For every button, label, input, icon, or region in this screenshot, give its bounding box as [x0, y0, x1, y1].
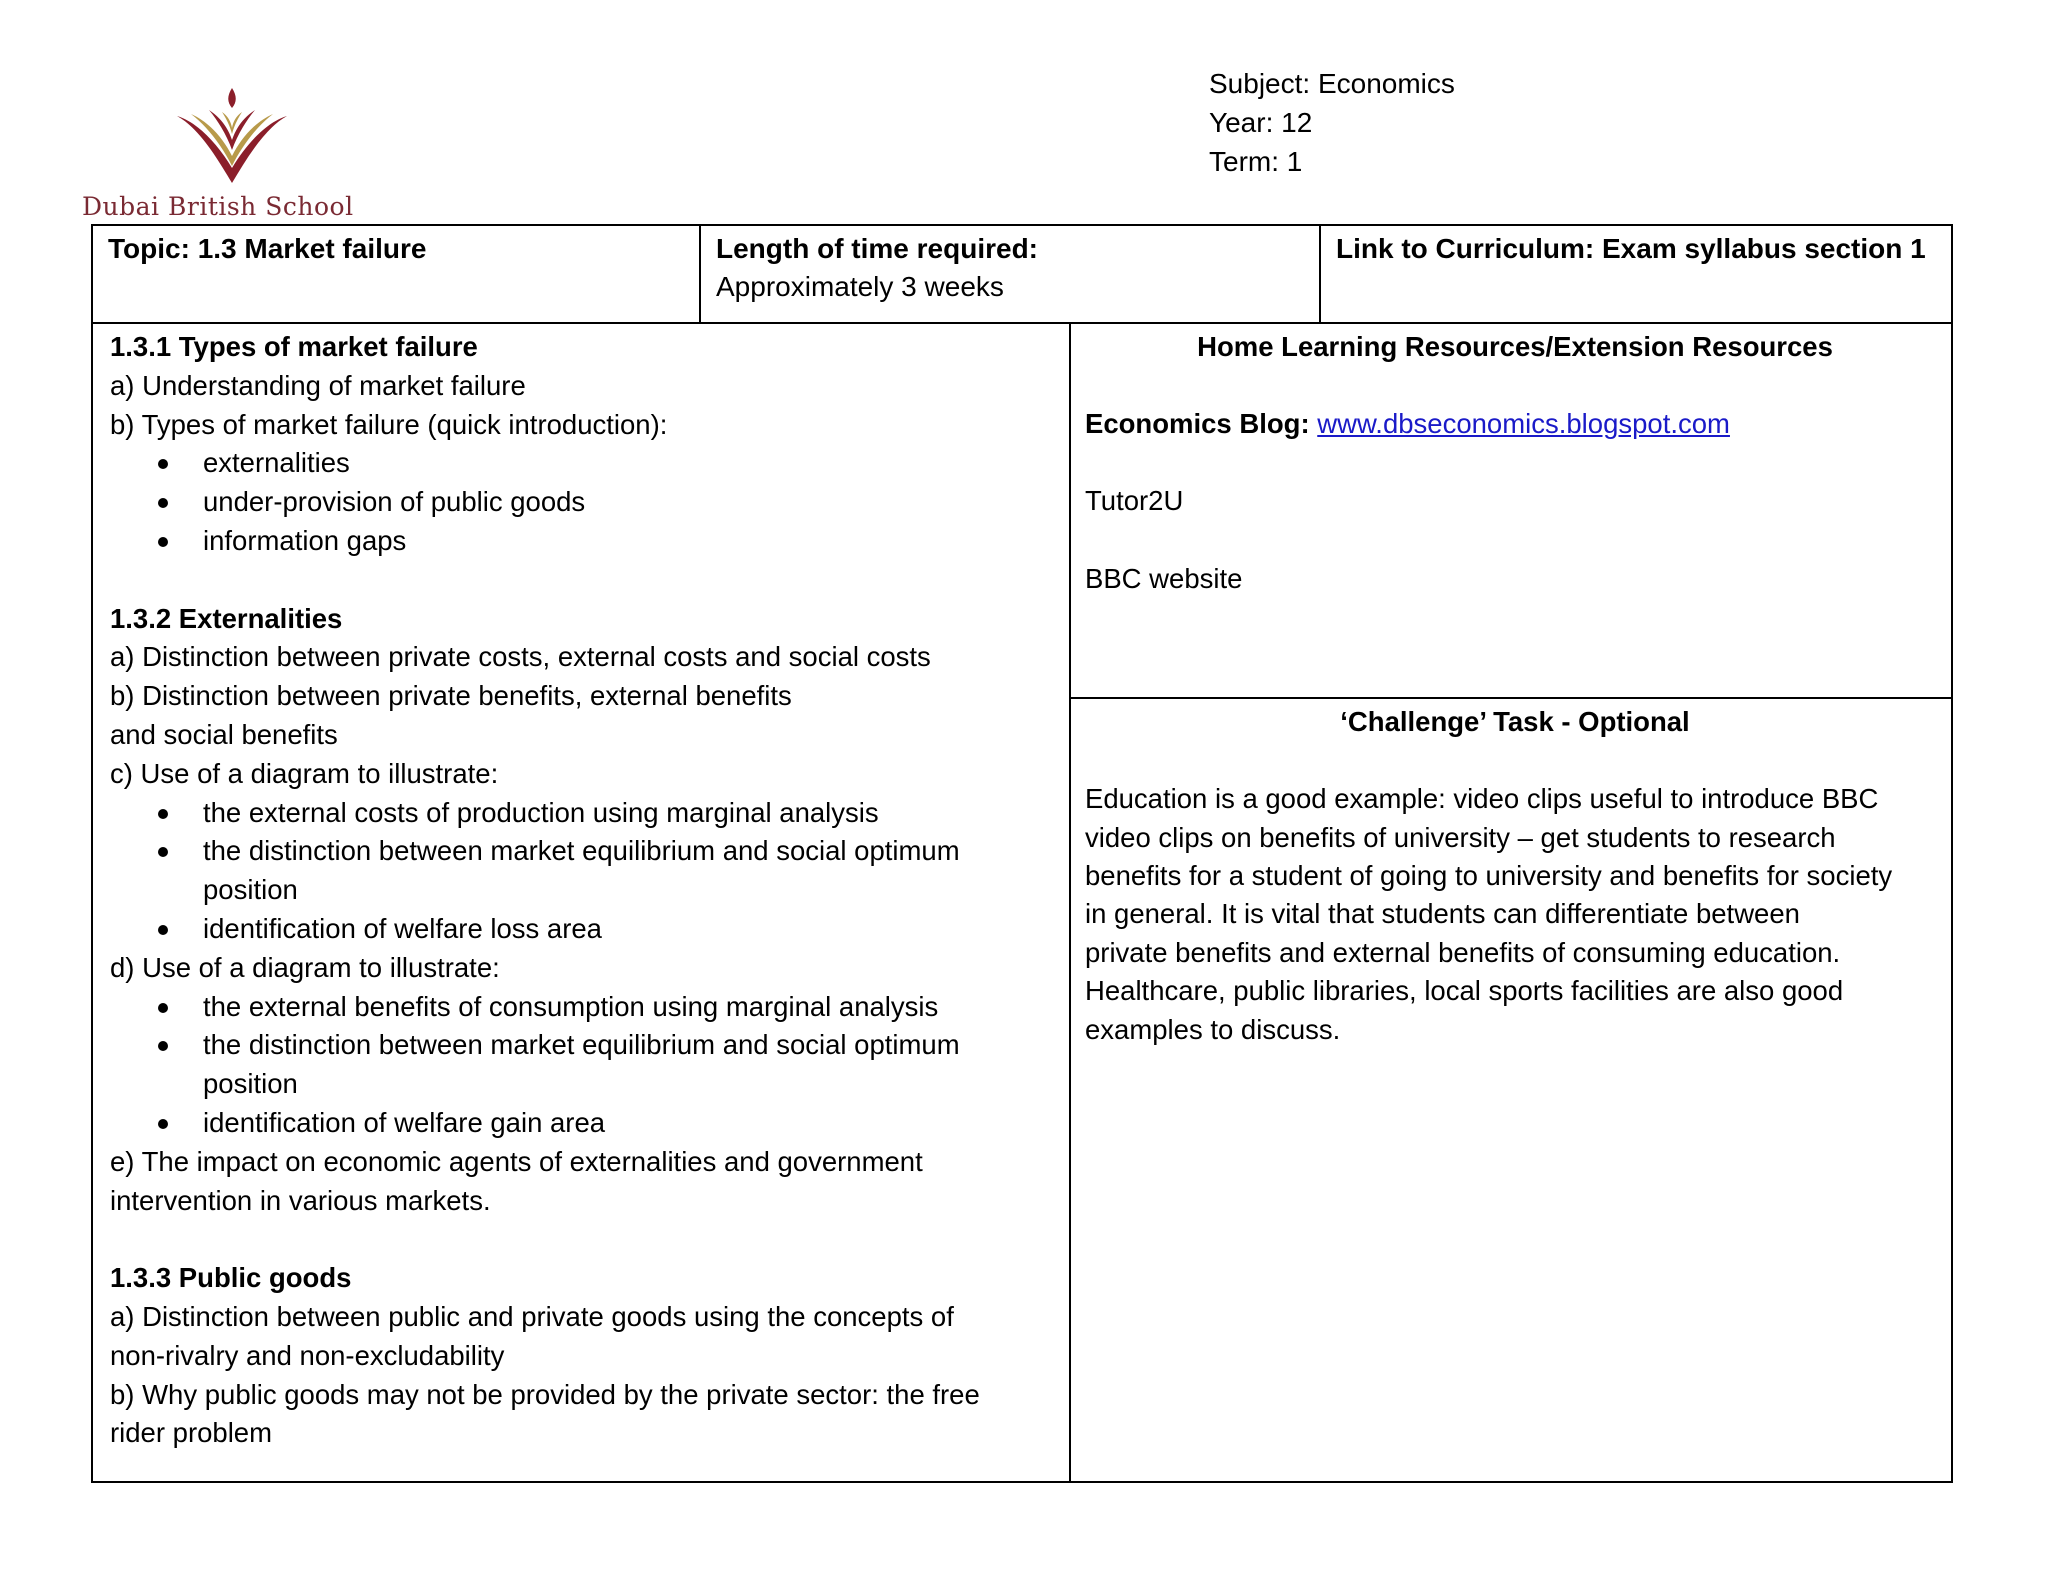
list-item: intervention in various markets. [110, 1184, 491, 1216]
bullet-item: the external benefits of consumption using marginal analysis [110, 988, 1060, 1027]
school-crest-icon [177, 88, 287, 188]
list-item: a) Distinction between public and private goods using the concepts of [110, 1300, 954, 1332]
challenge-line: video clips on benefits of university – get students to research [1085, 821, 1836, 853]
list-item: a) Distinction between private costs, external costs and social costs [110, 641, 931, 673]
bullet-item: the distinction between market equilibrium and social optimum [110, 1026, 1060, 1065]
course-meta [1209, 64, 1455, 181]
bullet-item: identification of welfare loss area [110, 910, 1060, 949]
list-item: non-rivalry and non-excludability [110, 1339, 505, 1371]
bullet-continuation: position [203, 1068, 298, 1100]
list-item: rider problem [110, 1417, 273, 1449]
resources-title: Home Learning Resources/Extension Resources [1197, 331, 1833, 362]
challenge-line: benefits for a student of going to university and benefits for society [1085, 860, 1893, 892]
bullet-item: identification of welfare gain area [110, 1104, 1060, 1143]
section-title: 1.3.1 Types of market failure [110, 331, 478, 362]
length-label: Length of time required: [716, 233, 1038, 264]
tutor2u-resource: Tutor2U [1085, 485, 1184, 517]
challenge-line: private benefits and external benefits of consuming education. [1085, 936, 1841, 968]
bullet-continuation: position [203, 874, 298, 906]
challenge-title: ‘Challenge’ Task - Optional [1340, 706, 1690, 737]
list-item: a) Understanding of market failure [110, 369, 526, 401]
blog-label: Economics Blog: [1085, 408, 1310, 440]
length-value: Approximately 3 weeks [716, 271, 1004, 302]
curriculum-cell [1319, 224, 1953, 324]
challenge-cell [1069, 697, 1953, 1483]
school-name: Dubai British School [82, 192, 354, 221]
section-title: 1.3.2 Externalities [110, 602, 343, 634]
list-item: b) Distinction between private benefits, external benefits [110, 680, 792, 712]
challenge-line: Education is a good example: video clips useful to introduce BBC [1085, 783, 1879, 815]
subject-line: Subject: Economics [1209, 68, 1455, 99]
syllabus-content-cell [91, 322, 1071, 1483]
bbc-resource: BBC website [1085, 562, 1243, 594]
challenge-line: Healthcare, public libraries, local sports facilities are also good [1085, 975, 1844, 1007]
topic-cell [91, 224, 701, 324]
bullet-item: under-provision of public goods [110, 483, 1060, 522]
topic-title: Topic: 1.3 Market failure [108, 233, 427, 264]
list-item: b) Why public goods may not be provided by the private sector: the free [110, 1378, 980, 1410]
school-logo [82, 88, 402, 220]
bullet-item: the distinction between market equilibrium and social optimum [110, 832, 1060, 871]
length-cell [699, 224, 1321, 324]
term-line: Term: 1 [1209, 146, 1303, 177]
resources-cell [1069, 322, 1953, 699]
curriculum-link-label: Link to Curriculum: Exam syllabus section 1 [1336, 233, 1926, 264]
list-item: b) Types of market failure (quick introduction): [110, 408, 668, 440]
challenge-line: examples to discuss. [1085, 1013, 1341, 1045]
bullet-item: externalities [110, 444, 1060, 483]
list-item: e) The impact on economic agents of externalities and government [110, 1145, 923, 1177]
challenge-line: in general. It is vital that students can differentiate between [1085, 898, 1800, 930]
list-item: and social benefits [110, 718, 338, 750]
list-item: d) Use of a diagram to illustrate: [110, 951, 500, 983]
bullet-item: information gaps [110, 522, 1060, 561]
year-line: Year: 12 [1209, 107, 1313, 138]
list-item: c) Use of a diagram to illustrate: [110, 757, 499, 789]
section-title: 1.3.3 Public goods [110, 1262, 352, 1294]
blog-link[interactable]: www.dbseconomics.blogspot.com [1317, 408, 1730, 440]
bullet-item: the external costs of production using marginal analysis [110, 794, 1060, 833]
